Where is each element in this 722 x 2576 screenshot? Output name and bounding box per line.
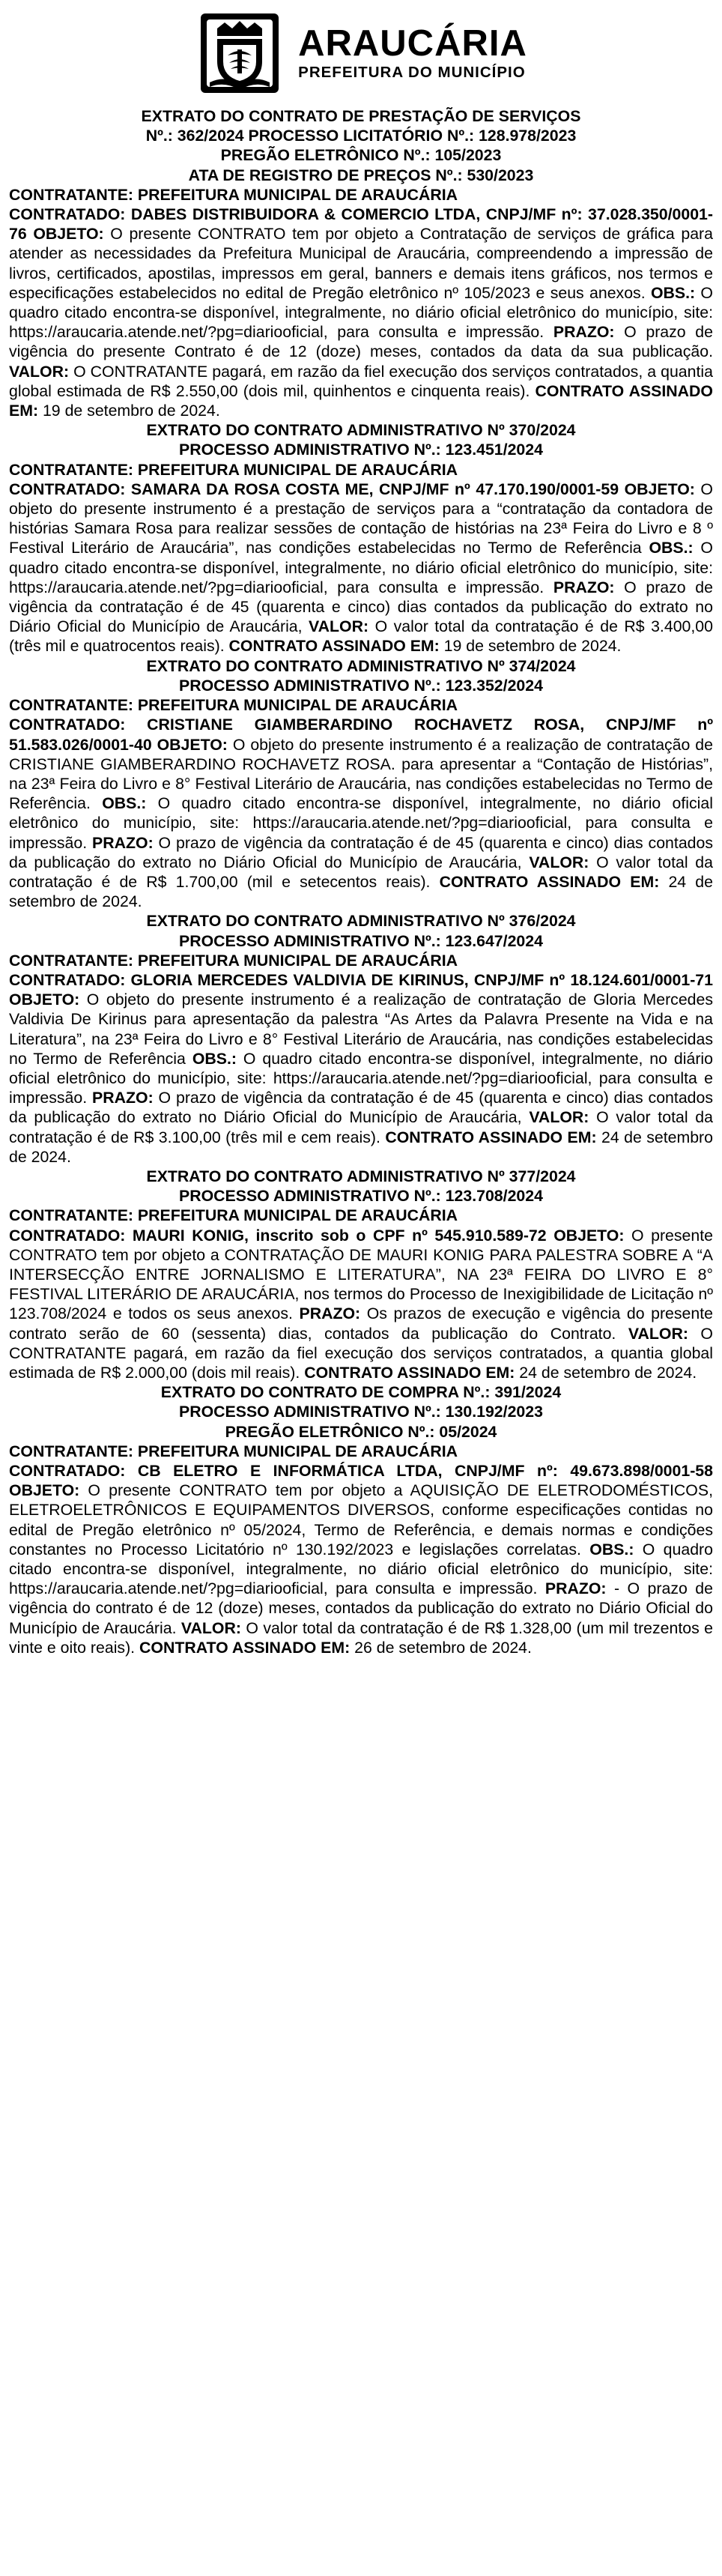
objeto-text: O objeto do presente instrumento é a realização de contratação de Gloria Mercedes Valdivia De Kirinus para apresentação da palestra “As Artes da Palavra Presente na Vida e na Literatura”, na 23ª Feira do Livro e 8° Festival Literário de Araucária, nas condições estabelecidas no Termo de Referência	[9, 991, 713, 1068]
obs-text: O quadro citado encontra-se disponível, integralmente, no diário oficial eletrônico do município, site: https://araucaria.atende.net/?pg=diariooficial, para consulta e impressão.	[9, 1540, 713, 1598]
extract-title: EXTRATO DO CONTRATO ADMINISTRATIVO Nº 370/2024	[146, 421, 576, 440]
extract-subtitle: PROCESSO ADMINISTRATIVO Nº.: 123.708/2024	[179, 1187, 543, 1206]
contratante-line: CONTRATANTE: PREFEITURA MUNICIPAL DE ARAUCÁRIA	[9, 1442, 458, 1460]
valor-text: O valor total da contratação é de R$ 3.100,00 (três mil e cem reais).	[9, 1108, 713, 1146]
valor-label: VALOR:	[309, 617, 369, 636]
assinado-label: CONTRATO ASSINADO EM:	[304, 1364, 515, 1382]
assinado-text: 24 de setembro de 2024.	[9, 1128, 713, 1166]
obs-label: OBS.:	[650, 283, 696, 302]
prazo-label: PRAZO:	[553, 578, 615, 596]
objeto-label: OBJETO:	[624, 480, 695, 498]
coat-of-arms-icon	[195, 9, 285, 97]
valor-label: VALOR:	[529, 853, 589, 871]
brand-block	[298, 22, 527, 82]
extract-subtitle: ATA DE REGISTRO DE PREÇOS Nº.: 530/2023	[188, 166, 534, 184]
contratado-text: CONTRATADO: GLORIA MERCEDES VALDIVIA DE KIRINUS, CNPJ/MF nº 18.124.601/0001-71	[9, 970, 713, 989]
valor-label: VALOR:	[628, 1324, 688, 1343]
obs-label: OBS.:	[102, 794, 147, 813]
objeto-text: O presente CONTRATO tem por objeto a AQUISIÇÃO DE ELETRODOMÉSTICOS, ELETROELETRÔNICOS E EQUIPAMENTOS DIVERSOS, conforme especificações contidas no edital de Pregão eletrônico nº 05/2024, Termo de Referência, e demais normas e condições constantes no Processo Licitatório nº 130.192/2023 e legislações correlatas.	[9, 1481, 713, 1558]
objeto-text: O presente CONTRATO tem por objeto a Contratação de serviços de gráfica para atender as necessidades da Prefeitura Municipal de Araucária, compreendendo a impressão de livros, certificados, apostilas, impressos em geral, banners e demais itens gráficos, nos termos e especificações estabelecidos no edital de Pregão eletrônico nº 105/2023 e seus anexos.	[9, 225, 713, 302]
contract-extract	[9, 1382, 713, 1657]
prazo-text: - O prazo de vigência do contrato é de 12 (doze) meses, contados da publicação do extrato no Diário Oficial do Município de Araucária.	[9, 1579, 713, 1637]
objeto-label: OBJETO:	[33, 225, 104, 244]
extract-subtitle: PROCESSO ADMINISTRATIVO Nº.: 123.352/2024	[179, 676, 543, 695]
contract-extract	[9, 911, 713, 1167]
obs-label: OBS.:	[589, 1540, 634, 1558]
contratado-text: CONTRATADO: SAMARA DA ROSA COSTA ME, CNPJ/MF nº 47.170.190/0001-59	[9, 480, 619, 498]
assinado-label: CONTRATO ASSINADO EM:	[228, 637, 440, 656]
extract-body	[9, 1226, 713, 1383]
contratado-text: CONTRATADO: CRISTIANE GIAMBERARDINO ROCHAVETZ ROSA, CNPJ/MF nº 51.583.026/0001-40	[9, 716, 713, 754]
valor-text: O valor total da contratação é de R$ 1.328,00 (um mil trezentos e vinte e oito reais).	[9, 1618, 713, 1657]
prazo-text: O prazo de vigência da contratação é de 45 (quarenta e cinco) dias contados da publicação do extrato no Diário Oficial do Município de Araucária,	[9, 833, 713, 871]
obs-text: O quadro citado encontra-se disponível, integralmente, no diário oficial eletrônico do município, site: https://araucaria.atende.net/?pg=diariooficial, para consulta e impressão.	[9, 1049, 713, 1107]
contract-extract	[9, 1167, 713, 1382]
assinado-text: 19 de setembro de 2024.	[439, 637, 622, 656]
objeto-label: OBJETO:	[157, 735, 228, 754]
contratante-line: CONTRATANTE: PREFEITURA MUNICIPAL DE ARAUCÁRIA	[9, 696, 458, 715]
extract-subtitle: PREGÃO ELETRÔNICO Nº.: 105/2023	[220, 146, 502, 165]
objeto-text: O objeto do presente instrumento é a prestação de serviços para a “contratação da contadora de histórias Samara Rosa para realizar sessões de contação de histórias na 23ª Feira do Livro e 8 º Festival Literário de Araucária”, nas condições estabelecidas no Termo de Referência	[9, 480, 713, 557]
objeto-text: O presente CONTRATO tem por objeto a CONTRATAÇÃO DE MAURI KONIG PARA PALESTRA SOBRE A “A INTERSECÇÃO ENTRE JORNALISMO E LITERATURA”, NA 23ª FEIRA DO LIVRO E 8° FESTIVAL LITERÁRIO DE ARAUCÁRIA, nos termos do Processo de Inexigibilidade de Licitação nº 123.708/2024 e todos os seus anexos.	[9, 1226, 714, 1323]
prazo-label: PRAZO:	[553, 323, 615, 342]
assinado-label: CONTRATO ASSINADO EM:	[139, 1638, 351, 1657]
extract-title: EXTRATO DO CONTRATO ADMINISTRATIVO Nº 374/2024	[146, 656, 576, 675]
objeto-label: OBJETO:	[553, 1226, 625, 1245]
contratado-text: CONTRATADO: DABES DISTRIBUIDORA & COMERCIO LTDA, CNPJ/MF nº: 37.028.350/0001-76	[9, 205, 713, 244]
assinado-text: 24 de setembro de 2024.	[515, 1364, 697, 1382]
extract-body	[9, 1461, 713, 1657]
obs-label: OBS.:	[192, 1049, 237, 1068]
prazo-label: PRAZO:	[92, 1089, 154, 1107]
contratante-line: CONTRATANTE: PREFEITURA MUNICIPAL DE ARAUCÁRIA	[9, 951, 458, 970]
extract-subtitle: PREGÃO ELETRÔNICO Nº.: 05/2024	[225, 1422, 497, 1441]
prazo-text: O prazo de vigência do presente Contrato é de 12 (doze) meses, contados da data da sua publicação.	[9, 323, 713, 361]
assinado-label: CONTRATO ASSINADO EM:	[439, 872, 660, 891]
prazo-label: PRAZO:	[544, 1579, 607, 1598]
objeto-label: OBJETO:	[9, 991, 80, 1009]
valor-label: VALOR:	[529, 1108, 589, 1127]
assinado-text: 19 de setembro de 2024.	[38, 402, 220, 420]
valor-text: O CONTRATANTE pagará, em razão da fiel execução dos serviços contratados, a quantia global estimada de R$ 2.550,00 (dois mil, quinhentos e cinquenta reais).	[9, 362, 713, 400]
extract-body	[9, 970, 713, 1167]
extract-subtitle: PROCESSO ADMINISTRATIVO Nº.: 123.647/2024	[179, 931, 543, 950]
extract-body	[9, 480, 713, 656]
extract-subtitle: Nº.: 362/2024 PROCESSO LICITATÓRIO Nº.: 128.978/2023	[145, 127, 577, 145]
contract-extract	[9, 420, 713, 656]
contratante-line: CONTRATANTE: PREFEITURA MUNICIPAL DE ARAUCÁRIA	[9, 185, 458, 204]
prazo-label: PRAZO:	[92, 833, 154, 852]
extract-body	[9, 715, 713, 911]
contratado-text: CONTRATADO: CB ELETRO E INFORMÁTICA LTDA, CNPJ/MF nº: 49.673.898/0001-58	[9, 1462, 713, 1481]
extract-subtitle: PROCESSO ADMINISTRATIVO Nº.: 130.192/2023	[179, 1403, 543, 1421]
obs-text: O quadro citado encontra-se disponível, integralmente, no diário oficial eletrônico do município, site: https://araucaria.atende.net/?pg=diariooficial, para consulta e impressão.	[9, 794, 713, 852]
municipality-name: ARAUCÁRIA	[298, 22, 527, 64]
extract-body	[9, 205, 713, 420]
contract-extract	[9, 656, 713, 912]
contratante-line: CONTRATANTE: PREFEITURA MUNICIPAL DE ARAUCÁRIA	[9, 460, 458, 479]
assinado-label: CONTRATO ASSINADO EM:	[385, 1128, 597, 1146]
contract-extract	[9, 106, 713, 420]
prazo-label: PRAZO:	[299, 1304, 361, 1323]
obs-text: O quadro citado encontra-se disponível, integralmente, no diário oficial eletrônico do município, site: https://araucaria.atende.net/?pg=diariooficial, para consulta e impressão.	[9, 539, 713, 596]
valor-text: O valor total da contratação é de R$ 3.400,00 (três mil e quatrocentos reais).	[9, 617, 713, 656]
objeto-text: O objeto do presente instrumento é a realização de contratação de CRISTIANE GIAMBERARDINO ROCHAVETZ ROSA. para apresentar a “Contação de Histórias”, na 23ª Feira do Livro e 8° Festival Literário de Araucária, nas condições estabelecidas no Termo de Referência.	[9, 735, 713, 813]
obs-text: O quadro citado encontra-se disponível, integralmente, no diário oficial eletrônico do município, site: https://araucaria.atende.net/?pg=diariooficial, para consulta e impressão.	[9, 283, 713, 342]
assinado-text: 24 de setembro de 2024.	[9, 872, 713, 911]
prazo-text: O prazo de vigência da contratação é de 45 (quarenta e cinco) dias contados da publicação do extrato no Diário Oficial do Município de Araucária,	[9, 1089, 713, 1127]
contratado-text: CONTRATADO: MAURI KONIG, inscrito sob o CPF nº 545.910.589-72	[9, 1226, 547, 1245]
assinado-text: 26 de setembro de 2024.	[350, 1638, 532, 1657]
valor-text: O valor total da contratação é de R$ 1.700,00 (mil e setecentos reais).	[9, 853, 713, 891]
valor-text: O CONTRATANTE pagará, em razão da fiel execução dos serviços contratados, a quantia global estimada de R$ 2.000,00 (dois mil reais).	[9, 1324, 713, 1382]
obs-label: OBS.:	[649, 539, 694, 557]
extract-title: EXTRATO DO CONTRATO ADMINISTRATIVO Nº 377/2024	[146, 1167, 576, 1185]
extract-subtitle: PROCESSO ADMINISTRATIVO Nº.: 123.451/2024	[179, 441, 543, 459]
assinado-label: CONTRATO ASSINADO EM:	[9, 381, 713, 420]
valor-label: VALOR:	[9, 362, 70, 381]
extract-title: EXTRATO DO CONTRATO DE COMPRA Nº.: 391/2024	[160, 1383, 562, 1402]
prazo-text: O prazo de vigência da contratação é de 45 (quarenta e cinco) dias contados da publicação do extrato no Diário Oficial do Município de Araucária,	[9, 578, 713, 636]
municipality-subtitle: PREFEITURA DO MUNICÍPIO	[298, 63, 526, 81]
objeto-label: OBJETO:	[9, 1481, 80, 1500]
prazo-text: Os prazos de execução e vigência do presente contrato serão de 60 (sessenta) dias, contados da publicação do Contrato.	[9, 1304, 713, 1343]
contratante-line: CONTRATANTE: PREFEITURA MUNICIPAL DE ARAUCÁRIA	[9, 1206, 458, 1225]
masthead	[9, 0, 713, 106]
extract-title: EXTRATO DO CONTRATO DE PRESTAÇÃO DE SERVIÇOS	[141, 107, 581, 125]
extract-title: EXTRATO DO CONTRATO ADMINISTRATIVO Nº 376/2024	[146, 912, 576, 931]
publication-body	[9, 106, 713, 1657]
valor-label: VALOR:	[180, 1618, 241, 1637]
